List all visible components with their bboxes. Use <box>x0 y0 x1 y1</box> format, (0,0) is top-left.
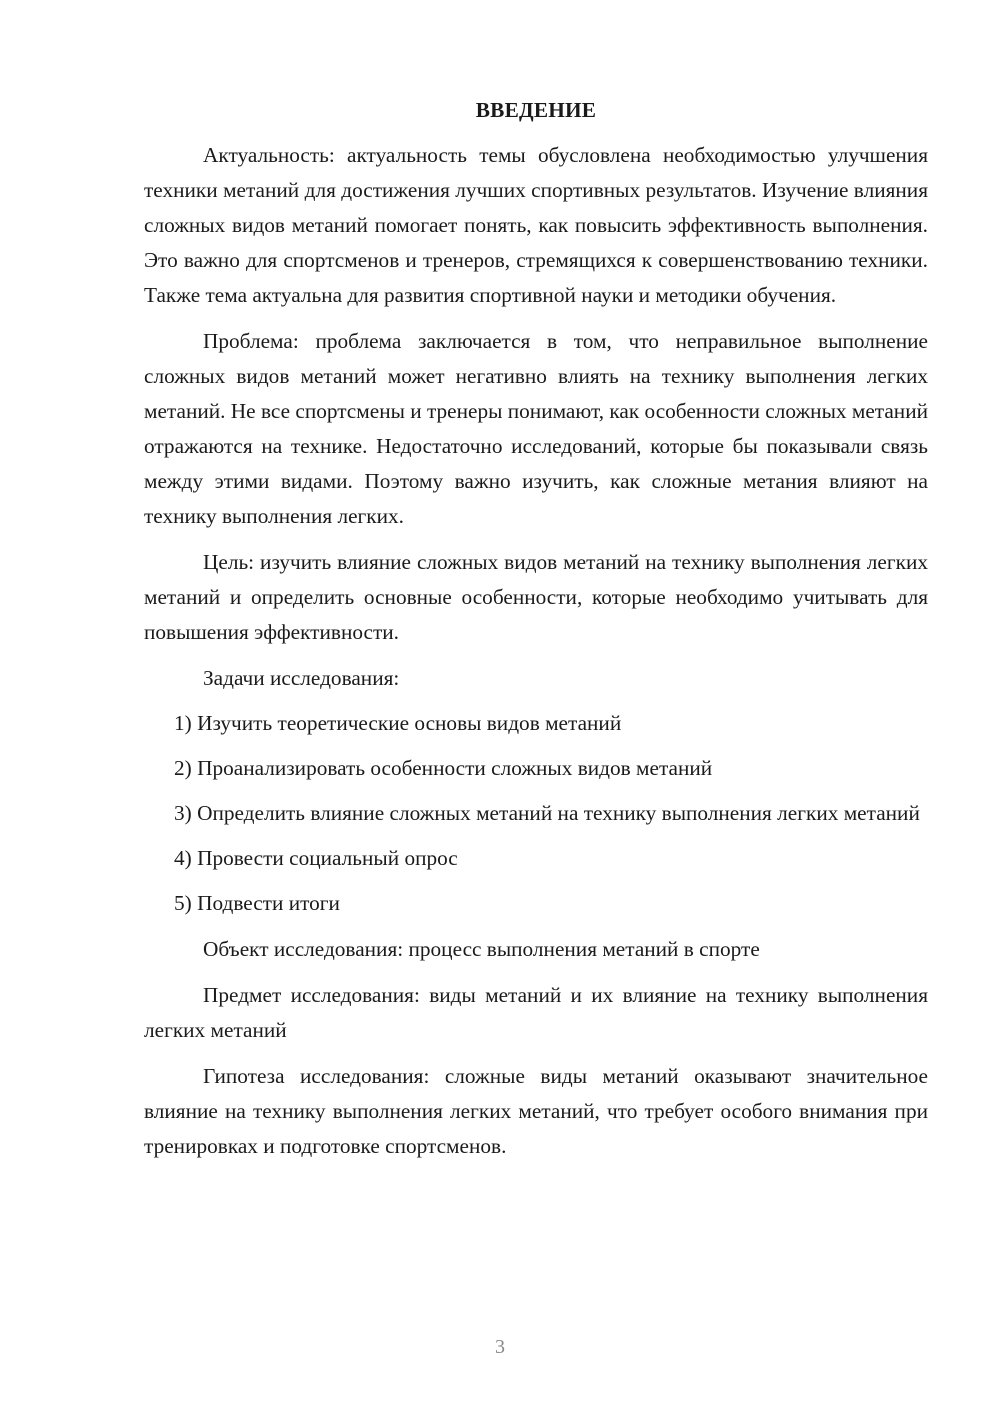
goal-paragraph: Цель: изучить влияние сложных видов метаний на технику выполнения легких метаний и определить основные особенности, которые необходимо учитывать для повышения эффективности. <box>144 550 928 644</box>
tasks-heading: Задачи исследования: <box>203 666 400 690</box>
task-item: 1) Изучить теоретические основы видов метаний <box>174 711 622 735</box>
object-paragraph: Объект исследования: процесс выполнения метаний в спорте <box>203 937 760 961</box>
page-body <box>144 93 928 1164</box>
task-item: 3) Определить влияние сложных метаний на технику выполнения легких метаний <box>174 801 920 825</box>
relevance-paragraph: Актуальность: актуальность темы обусловлена необходимостью улучшения техники метаний для достижения лучших спортивных результатов. Изучение влияния сложных видов метаний помогает понять, как повысить эффективность выполнения. Это важно для спортсменов и тренеров, стремящихся к совершенствованию техники. Также тема актуальна для развития спортивной науки и методики обучения. <box>144 143 928 307</box>
subject-paragraph: Предмет исследования: виды метаний и их влияние на технику выполнения легких метаний <box>144 983 928 1042</box>
hypothesis-paragraph: Гипотеза исследования: сложные виды метаний оказывают значительное влияние на технику выполнения легких метаний, что требует особого внимания при тренировках и подготовке спортсменов. <box>144 1064 928 1158</box>
problem-paragraph: Проблема: проблема заключается в том, что неправильное выполнение сложных видов метаний может негативно влиять на технику выполнения легких метаний. Не все спортсмены и тренеры понимают, как особенности сложных метаний отражаются на технике. Недостаточно исследований, которые бы показывали связь между этими видами. Поэтому важно изучить, как сложные метания влияют на технику выполнения легких. <box>144 329 928 528</box>
task-item: 4) Провести социальный опрос <box>174 846 458 870</box>
page-number: 3 <box>495 1336 505 1358</box>
task-item: 2) Проанализировать особенности сложных видов метаний <box>174 756 713 780</box>
task-item: 5) Подвести итоги <box>174 891 340 915</box>
page-title: ВВЕДЕНИЕ <box>475 98 597 122</box>
